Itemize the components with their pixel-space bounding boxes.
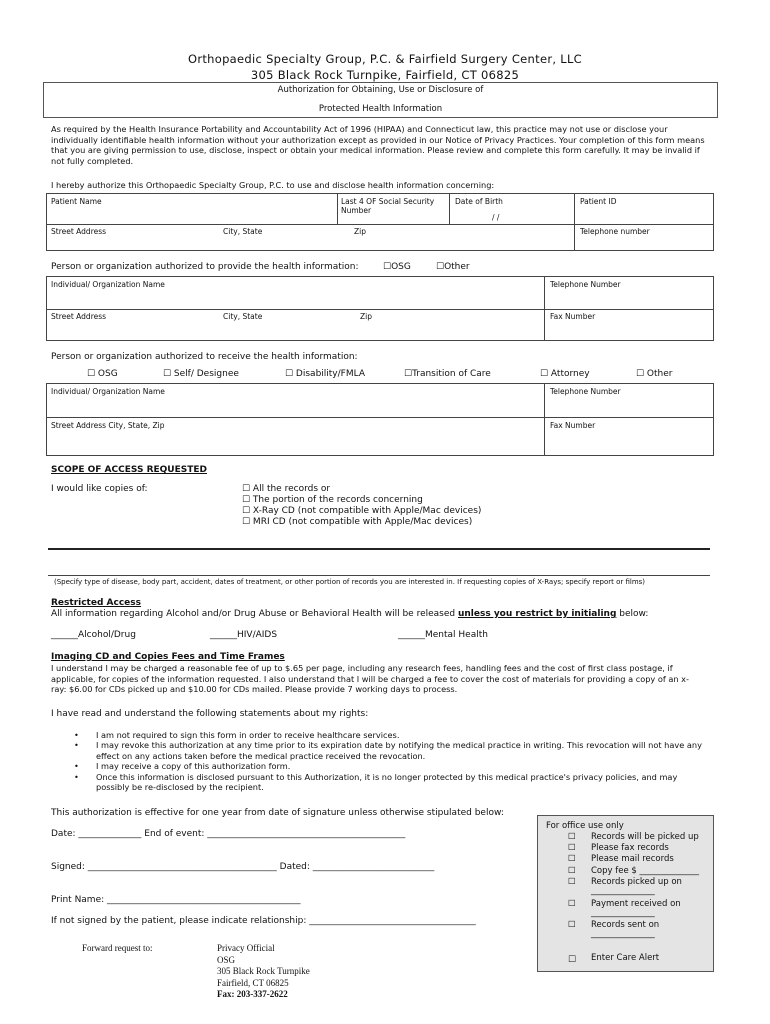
- office-use-title: For office use only: [546, 821, 624, 831]
- receiver-phone-field[interactable]: Telephone Number: [550, 387, 621, 396]
- scope-heading: SCOPE OF ACCESS REQUESTED: [51, 465, 207, 475]
- receiver-other-checkbox[interactable]: ☐ Other: [636, 369, 673, 379]
- restricted-heading: Restricted Access: [51, 598, 141, 608]
- scope-xray-checkbox[interactable]: ☐ X-Ray CD (not compatible with Apple/Mac devices): [242, 506, 482, 516]
- signed-dated-field[interactable]: Signed: __________________________________________ Dated: ___________________________: [51, 862, 435, 872]
- scope-specify-note: (Specify type of disease, body part, accident, dates of treatment, or other portion of records you are interested in. If requesting copies of X-Rays; specify report or films): [54, 578, 646, 586]
- ssn-field[interactable]: Last 4 OF Social Security Number: [341, 197, 435, 215]
- provider-org-name-field[interactable]: Individual/ Organization Name: [51, 280, 165, 289]
- rights-item: • I may revoke this authorization at any time prior to its expiration date by notifying the medical practice in writing. This revocation will not have any effect on any actions taken before the medical practice received the revocation.: [72, 740, 712, 761]
- provider-osg-checkbox[interactable]: ☐OSG: [383, 262, 411, 272]
- office-checkbox[interactable]: ☐: [568, 843, 576, 853]
- form-title-line2: Protected Health Information: [318, 104, 443, 114]
- forward-address: Privacy Official OSG 305 Black Rock Turnpike Fairfield, CT 06825 Fax: 203-337-2622: [217, 943, 310, 999]
- office-item-mail: Please mail records: [591, 854, 674, 864]
- patient-info-table: [46, 193, 714, 251]
- receiver-org-name-field[interactable]: Individual/ Organization Name: [51, 387, 165, 396]
- office-item-fax: Please fax records: [591, 843, 669, 853]
- office-checkbox[interactable]: ☐: [568, 899, 576, 909]
- receiver-label: Person or organization authorized to receive the health information:: [51, 352, 358, 362]
- patient-city-field[interactable]: City, State: [223, 227, 263, 236]
- restrict-hiv-initial[interactable]: ______HIV/AIDS: [210, 630, 278, 640]
- scope-write-line[interactable]: [48, 548, 710, 550]
- provider-label: Person or organization authorized to provide the health information:: [51, 262, 359, 272]
- forward-fax: Fax: 203-337-2622: [217, 989, 288, 999]
- office-item-payment: Payment received on: [591, 899, 681, 909]
- patient-name-field[interactable]: Patient Name: [51, 197, 102, 206]
- rights-lead: I have read and understand the following statements about my rights:: [51, 709, 369, 719]
- provider-fax-field[interactable]: Fax Number: [550, 312, 596, 321]
- scope-all-records-checkbox[interactable]: ☐ All the records or: [242, 484, 331, 494]
- provider-phone-field[interactable]: Telephone Number: [550, 280, 621, 289]
- patient-zip-field[interactable]: Zip: [354, 227, 366, 236]
- office-checkbox[interactable]: ☐: [568, 832, 576, 842]
- rights-item: • I am not required to sign this form in order to receive healthcare services.: [72, 730, 712, 740]
- receiver-fax-field[interactable]: Fax Number: [550, 421, 596, 430]
- form-title-line1: Authorization for Obtaining, Use or Disclosure of: [277, 85, 484, 95]
- receiver-osg-checkbox[interactable]: ☐ OSG: [87, 369, 118, 379]
- rights-item: • Once this information is disclosed pursuant to this Authorization, it is no longer protected by this medical practice's privacy policies, and may possibly be re-disclosed by the recipient.: [72, 772, 712, 793]
- provider-city-field[interactable]: City, State: [223, 312, 263, 321]
- office-checkbox[interactable]: ☐: [568, 920, 576, 930]
- print-name-field[interactable]: Print Name: ___________________________________________: [51, 895, 301, 905]
- authorize-statement: I hereby authorize this Orthopaedic Specialty Group, P.C. to use and disclose health information concerning:: [51, 180, 495, 190]
- office-checkbox[interactable]: □: [568, 954, 577, 964]
- fees-text: I understand I may be charged a reasonable fee of up to $.65 per page, including any research fees, handling fees and the cost of first class postage, if applicable, for copies of the information requested. I also understand that I will be charged a fee to cover the cost of materials for providing a copy of an x-ray: $6.00 for CDs picked up and $10.00 for CDs mailed. Please provide 7 working days to process.: [51, 663, 689, 695]
- date-end-event-field[interactable]: Date: ______________ End of event: ____________________________________________: [51, 829, 406, 839]
- receiver-attorney-checkbox[interactable]: ☐ Attorney: [540, 369, 590, 379]
- fees-heading: Imaging CD and Copies Fees and Time Frames: [51, 652, 285, 662]
- restricted-text: All information regarding Alcohol and/or Drug Abuse or Behavioral Health will be released unless you restrict by initialing below:: [51, 609, 649, 619]
- patient-phone-field[interactable]: Telephone number: [580, 227, 650, 236]
- receiver-self-checkbox[interactable]: ☐ Self/ Designee: [163, 369, 239, 379]
- rights-list: [72, 730, 712, 792]
- scope-divider: [48, 575, 710, 576]
- office-item-picked-up: Records will be picked up: [591, 832, 699, 842]
- patient-id-field[interactable]: Patient ID: [580, 197, 617, 206]
- receiver-disability-checkbox[interactable]: ☐ Disability/FMLA: [285, 369, 365, 379]
- office-item-copy-fee[interactable]: Copy fee $ ______________: [591, 866, 700, 876]
- practice-address: 305 Black Rock Turnpike, Fairfield, CT 06825: [250, 68, 520, 82]
- provider-zip-field[interactable]: Zip: [360, 312, 372, 321]
- scope-mri-checkbox[interactable]: ☐ MRI CD (not compatible with Apple/Mac devices): [242, 517, 473, 527]
- provider-street-field[interactable]: Street Address: [51, 312, 107, 321]
- scope-lead: I would like copies of:: [51, 484, 148, 494]
- office-line[interactable]: _______________: [591, 886, 655, 896]
- relationship-field[interactable]: If not signed by the patient, please indicate relationship: _____________________________________: [51, 916, 476, 926]
- practice-name: Orthopaedic Specialty Group, P.C. & Fairfield Surgery Center, LLC: [187, 52, 583, 66]
- receiver-table: [46, 383, 714, 456]
- receiver-address-field[interactable]: Street Address City, State, Zip: [51, 421, 165, 430]
- office-line[interactable]: _______________: [591, 908, 655, 918]
- restrict-alcohol-initial[interactable]: ______Alcohol/Drug: [51, 630, 136, 640]
- intro-paragraph: As required by the Health Insurance Portability and Accountability Act of 1996 (HIPAA) and Connecticut law, this practice may not use or disclose your individually identifiable health information without your authorization except as provided in our Notice of Privacy Practices. Your completion of this form means that you are giving permission to use, disclose, inspect or obtain your medical information. Please review and complete this form carefully. It may be invalid if not fully completed.: [51, 124, 705, 166]
- office-checkbox[interactable]: ☐: [568, 866, 576, 876]
- office-line[interactable]: _______________: [591, 929, 655, 939]
- form-title-box: [43, 82, 718, 118]
- restrict-mental-initial[interactable]: ______Mental Health: [398, 630, 488, 640]
- rights-item: • I may receive a copy of this authorization form.: [72, 761, 712, 771]
- office-item-picked-up-on: Records picked up on: [591, 877, 682, 887]
- office-checkbox[interactable]: ☐: [568, 877, 576, 887]
- patient-street-field[interactable]: Street Address: [51, 227, 107, 236]
- effective-statement: This authorization is effective for one year from date of signature unless otherwise stipulated below:: [51, 808, 504, 818]
- office-checkbox[interactable]: ☐: [568, 854, 576, 864]
- provider-other-checkbox[interactable]: ☐Other: [436, 262, 470, 272]
- forward-label: Forward request to:: [82, 943, 153, 953]
- office-item-sent: Records sent on: [591, 920, 660, 930]
- dob-slashes: / /: [492, 213, 500, 222]
- office-item-care-alert: Enter Care Alert: [591, 953, 660, 963]
- receiver-transition-checkbox[interactable]: ☐Transition of Care: [404, 369, 491, 379]
- scope-portion-checkbox[interactable]: ☐ The portion of the records concerning: [242, 495, 423, 505]
- dob-field[interactable]: Date of Birth: [455, 197, 503, 206]
- provider-table: [46, 276, 714, 341]
- office-use-box: [537, 815, 714, 972]
